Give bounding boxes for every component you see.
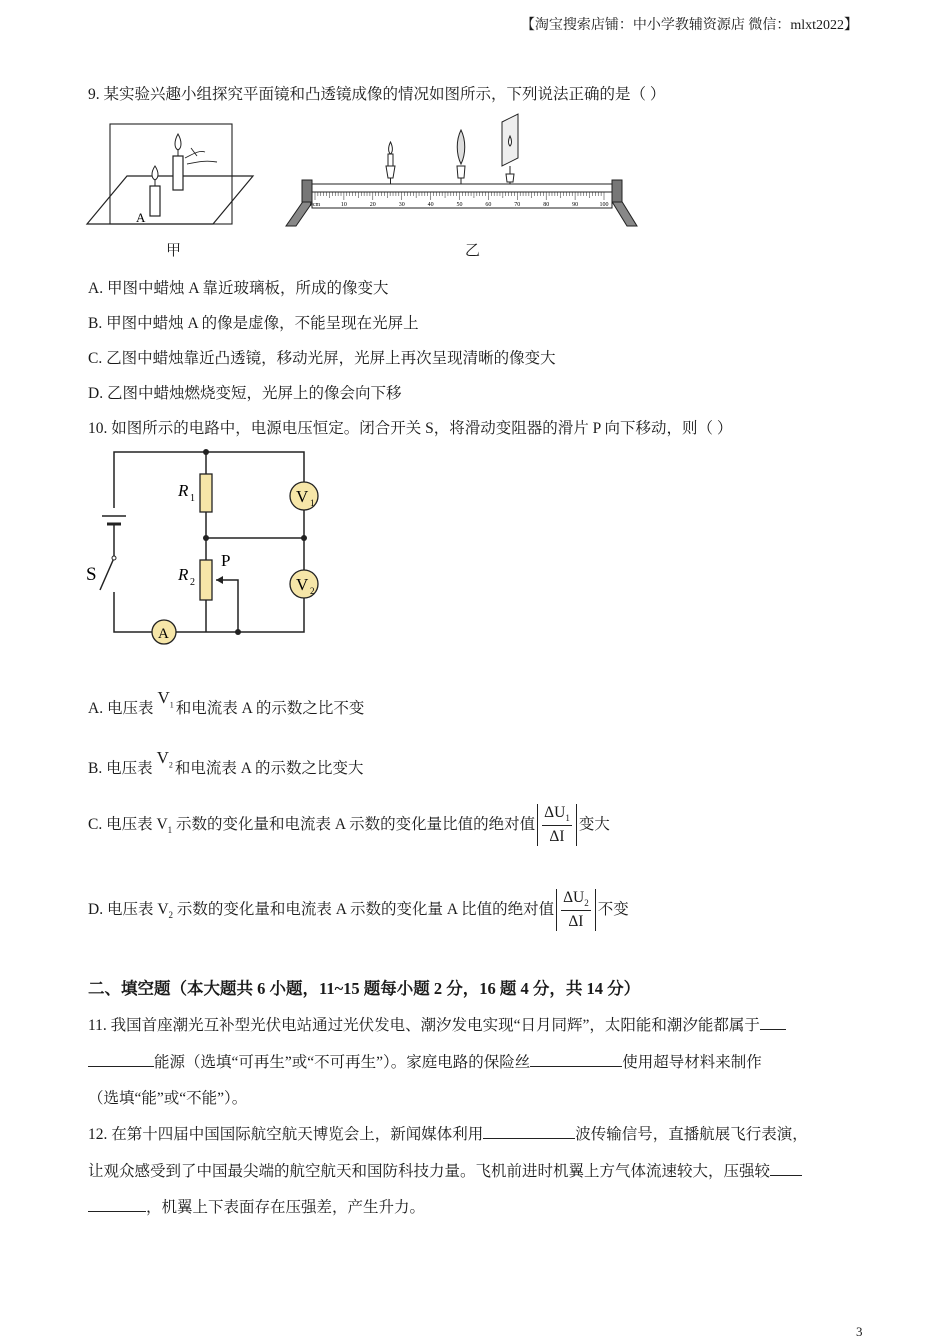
scale-tick-label: 50 xyxy=(456,202,463,208)
scale-tick-label: 20 xyxy=(369,202,376,208)
q10-option-a: A. 电压表$V_1$ 和电流表 A 的示数之比不变 xyxy=(88,688,365,717)
figure-yi-optical-bench xyxy=(284,112,639,230)
candle-image xyxy=(173,156,183,190)
fig-jia-caption: 甲 xyxy=(166,243,182,259)
svg-text:2: 2 xyxy=(310,586,315,596)
svg-text:A: A xyxy=(158,626,169,642)
convex-lens xyxy=(457,130,465,164)
svg-text:2: 2 xyxy=(190,577,195,588)
glass-plate xyxy=(110,124,232,224)
q11-line-2: 能源（选填“可再生”或“不可再生”）。家庭电路的保险丝 使用超导材料来制作 xyxy=(88,1050,762,1072)
section-2-title: 二、填空题（本大题共 6 小题，11~15 题每小题 2 分，16 题 4 分，共 14 分） xyxy=(88,979,641,998)
blank-12-2b xyxy=(88,1197,146,1212)
candle-a-flame xyxy=(152,166,158,180)
scale-tick-label: 100 xyxy=(599,202,609,208)
blank-12-1 xyxy=(483,1124,575,1139)
q12-line-2: 让观众感受到了中国最尖端的航空航天和国防科技力量。飞机前进时机翼上方气体流速较大，压强较 xyxy=(88,1159,802,1181)
scale-tick-label: 70 xyxy=(514,202,521,208)
q9-option-c: C. 乙图中蜡烛靠近凸透镜，移动光屏，光屏上再次呈现清晰的像变大 xyxy=(88,350,556,367)
q10-option-c: C. 电压表 $V_1$ 示数的变化量和电流表 A 示数的变化量比值的绝对值 $\frac{\Delta U_1}{\Delta I}$ 变大 xyxy=(88,804,610,845)
svg-text:1: 1 xyxy=(190,493,195,504)
page-number: 3 xyxy=(856,1324,863,1339)
q9-stem: 9. 某实验兴趣小组探究平面镜和凸透镜成像的情况如图所示，下列说法正确的是（ ） xyxy=(88,86,666,103)
resistor-r2 xyxy=(200,560,212,600)
figure-jia-plane-mirror xyxy=(85,118,260,230)
hand-sketch xyxy=(185,148,217,164)
q10-stem: 10. 如图所示的电路中，电源电压恒定。闭合开关 S，将滑动变阻器的滑片 P 向下移动，则（ ） xyxy=(88,420,733,437)
q10-option-b: B. 电压表$V_2$ 和电流表 A 的示数之比变大 xyxy=(88,748,364,777)
q11-line-1: 11. 我国首座潮光互补型光伏电站通过光伏发电、潮汐发电实现“日月同辉”，太阳能和潮汐能都属于 xyxy=(88,1013,786,1035)
rail xyxy=(312,184,612,192)
scale-tick-label: 30 xyxy=(398,202,405,208)
scale-tick-label: 10 xyxy=(340,202,347,208)
table-plane xyxy=(87,176,253,224)
svg-text:1: 1 xyxy=(310,498,315,508)
scale-tick-label: 80 xyxy=(543,202,550,208)
bench-candle xyxy=(388,154,393,166)
svg-text:S: S xyxy=(86,564,97,585)
scale-tick-label: 60 xyxy=(485,202,492,208)
blank-12-2a xyxy=(770,1161,802,1176)
page-header: 【淘宝搜索店铺：中小学教辅资源店 微信：mlxt2022】 xyxy=(520,18,858,33)
fraction-du1-di: $\frac{\Delta U_1}{\Delta I}$ xyxy=(537,804,577,846)
circuit-diagram xyxy=(84,446,334,650)
q9-option-d: D. 乙图中蜡烛燃烧变短，光屏上的像会向下移 xyxy=(88,385,402,402)
scale-tick-label: 0cm xyxy=(309,202,321,208)
svg-text:V: V xyxy=(296,487,309,506)
svg-text:R: R xyxy=(178,565,189,584)
blank-11-2 xyxy=(530,1052,622,1067)
fig-yi-caption: 乙 xyxy=(465,243,481,259)
q12-line-1: 12. 在第十四届中国国际航空航天博览会上，新闻媒体利用 波传输信号，直播航展飞行表演， xyxy=(88,1126,808,1143)
q11-line-3: （选填“能”或“不能”）。 xyxy=(88,1090,248,1107)
blank-11-1b xyxy=(88,1052,154,1067)
left-stand xyxy=(302,180,312,202)
q12-line-3: ，机翼上下表面存在压强差，产生升力。 xyxy=(88,1195,425,1217)
label-a: A xyxy=(136,210,146,225)
fraction-du2-di: $\frac{\Delta U_2}{\Delta I}$ xyxy=(556,889,596,931)
svg-text:V: V xyxy=(296,575,309,594)
candle-a xyxy=(150,186,160,216)
scale-tick-label: 90 xyxy=(572,202,579,208)
svg-text:P: P xyxy=(221,551,231,570)
right-stand xyxy=(612,180,622,202)
q9-option-a: A. 甲图中蜡烛 A 靠近玻璃板，所成的像变大 xyxy=(88,280,389,297)
q9-option-b: B. 甲图中蜡烛 A 的像是虚像，不能呈现在光屏上 xyxy=(88,315,419,332)
blank-11-1a xyxy=(760,1015,786,1030)
scale-tick-label: 40 xyxy=(427,202,434,208)
svg-text:R: R xyxy=(178,481,189,500)
q10-option-d: D. 电压表 $V_2$ 示数的变化量和电流表 A 示数的变化量 A 比值的绝对值 $\frac{\Delta U_2}{\Delta I}$ 不变 xyxy=(88,889,629,930)
resistor-r1 xyxy=(200,474,212,512)
